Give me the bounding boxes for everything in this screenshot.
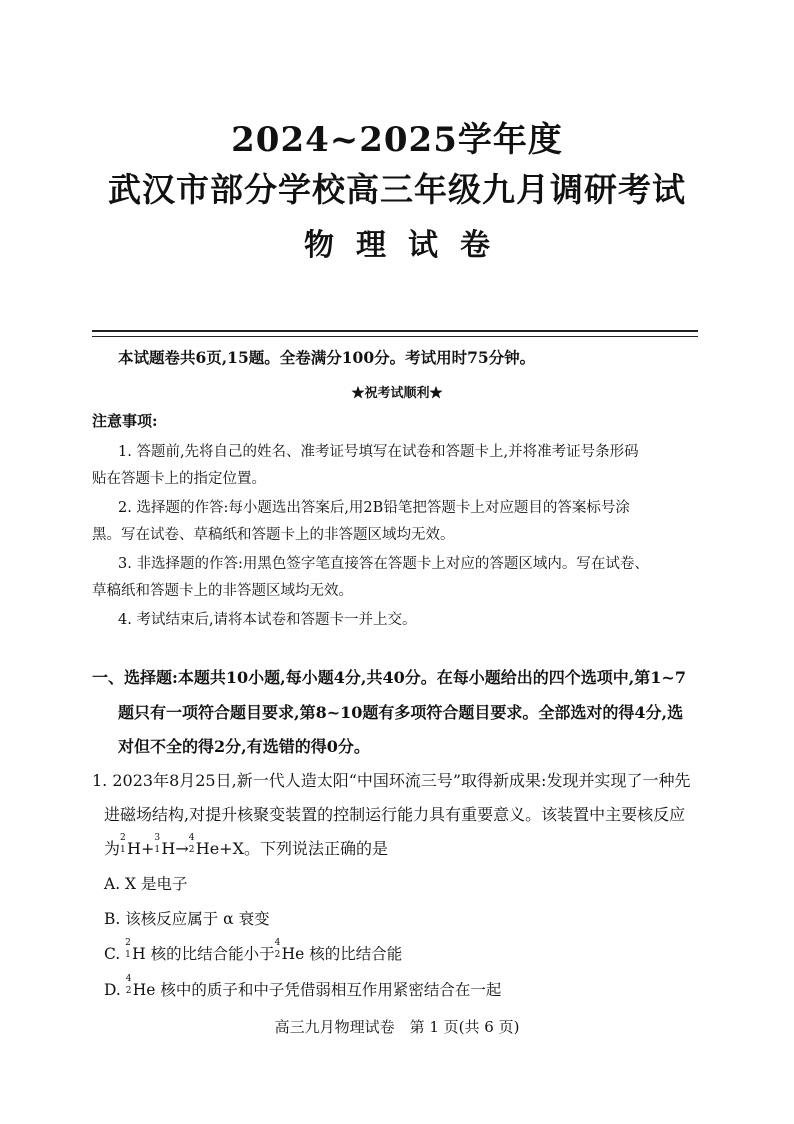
isotope-script: 2 1	[120, 833, 126, 855]
option-d-text: He 核中的质子和中子凭借弱相互作用紧密结合在一起	[132, 981, 502, 999]
option-a: A. X 是电子	[104, 875, 188, 893]
stem-prefix: 为	[104, 839, 121, 858]
option-d-label: D.	[104, 981, 126, 999]
option-d	[104, 974, 502, 1000]
question-1-stem: 进磁场结构,对提升核聚变装置的控制运行能力具有重要意义。该装置中主要核反应	[104, 805, 686, 824]
isotope-script: 4 2	[274, 938, 281, 960]
section-heading-line: 题只有一项符合题目要求,第8~10题有多项符合题目要求。全部选对的得4分,选	[118, 703, 684, 722]
notice-title: 注意事项:	[92, 412, 158, 430]
isotope-script: 4 2	[188, 833, 195, 855]
stem-suffix: 。下列说法正确的是	[243, 839, 388, 858]
option-c	[104, 938, 403, 964]
subject-title: 物理试卷	[304, 228, 512, 263]
question-1-stem: 1. 2023年8月25日,新一代人造太阳“中国环流三号”取得新成果:发现并实现了一种先	[92, 771, 691, 790]
divider-line-thin	[92, 336, 698, 337]
notice-line: 3. 非选择题的作答:用黑色签字笔直接答在答题卡上对应的答题区域内。写在试卷、	[118, 556, 649, 572]
option-c-text-end: He 核的比结合能	[281, 945, 403, 963]
notice-line: 2. 选择题的作答:每小题选出答案后,用2B铅笔把答题卡上对应题目的答案标号涂	[118, 500, 630, 516]
notice-line: 草稿纸和答题卡上的非答题区域均无效。	[92, 583, 353, 599]
good-luck-line: ★祝考试顺利★	[351, 386, 443, 401]
question-1-stem: 为 2 1 H+ 3 1 H→ 4 2 He+X。下列说法正确的是	[104, 833, 388, 858]
section-heading-line: 对但不全的得2分,有选错的得0分。	[118, 737, 370, 756]
isotope-script: 4 2	[125, 974, 132, 996]
exam-info: 本试题卷共6页,15题。全卷满分100分。考试用时75分钟。	[118, 348, 536, 367]
notice-line: 黑。写在试卷、草稿纸和答题卡上的非答题区域均无效。	[92, 527, 455, 543]
notice-line: 4. 考试结束后,请将本试卷和答题卡一并上交。	[118, 612, 417, 628]
isotope-script: 2 1	[125, 938, 131, 960]
notice-line: 贴在答题卡上的指定位置。	[92, 471, 266, 487]
section-heading-line: 一、选择题:本题共10小题,每小题4分,共40分。在每小题给出的四个选项中,第1~7	[92, 668, 686, 687]
page-footer: 高三九月物理试卷 第 1 页(共 6 页)	[274, 1018, 520, 1036]
option-c-text: H 核的比结合能小于	[132, 945, 275, 963]
option-c-label: C.	[104, 945, 126, 963]
school-year-title: 2024~2025学年度	[231, 120, 563, 160]
isotope-script: 3 1	[154, 833, 161, 855]
divider-line	[92, 330, 698, 332]
option-b: B. 该核反应属于 α 衰变	[104, 910, 270, 928]
notice-line: 1. 答题前,先将自己的姓名、准考证号填写在试卷和答题卡上,并将准考证号条形码	[118, 444, 639, 460]
exam-title: 武汉市部分学校高三年级九月调研考试	[108, 170, 686, 209]
